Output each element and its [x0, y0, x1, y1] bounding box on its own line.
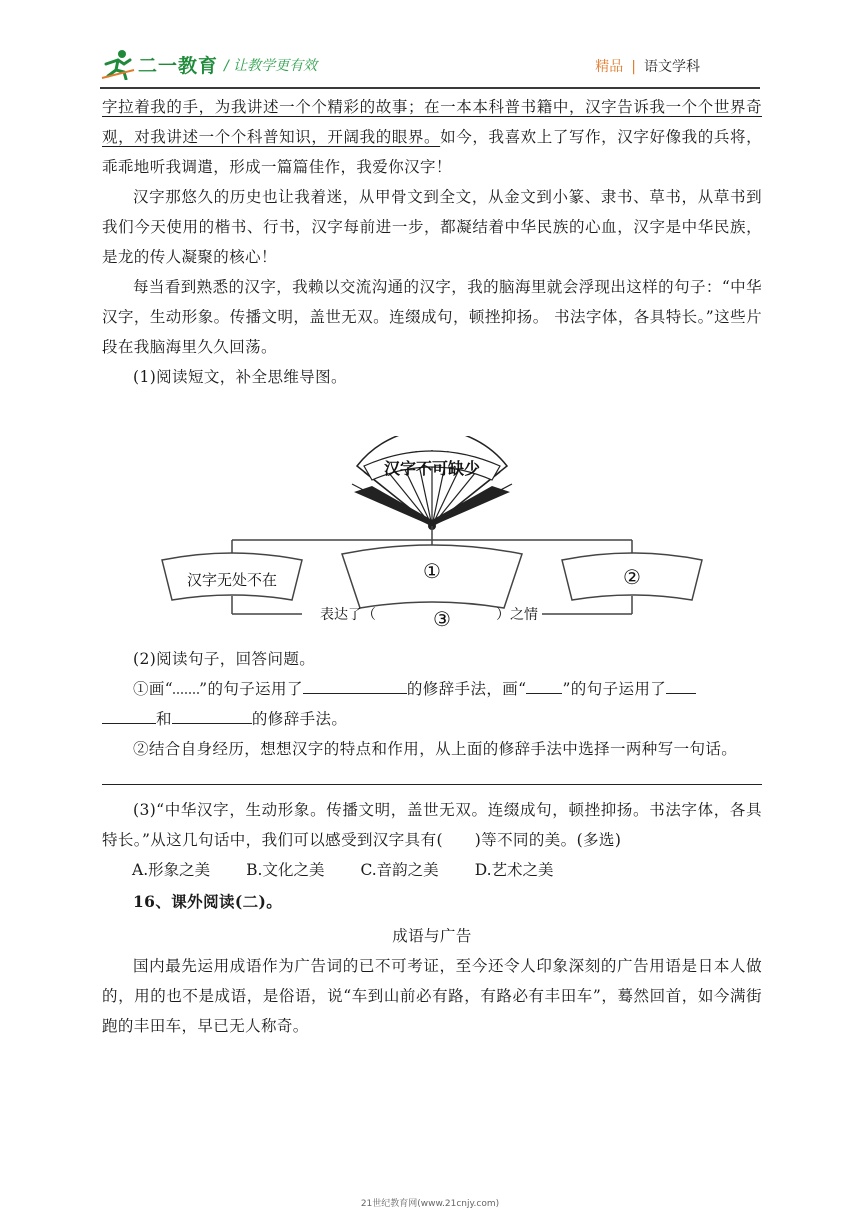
passage-paragraph-2: 汉字那悠久的历史也让我着迷，从甲骨文到全文，从金文到小篆、隶书、草书，从草书到我们今天使用的楷书、行书，汉字每前进一步，都凝结着中华民族的心血，汉字是中华民族，是龙的传人凝聚的核心！	[102, 188, 762, 266]
page-header	[100, 44, 760, 84]
expression-prefix: 表达了（	[320, 607, 376, 623]
q2-text-d: ”的句子运用了	[562, 680, 667, 698]
page-footer: 21世纪教育网(www.21cnjy.com)	[360, 1199, 500, 1209]
header-rule	[100, 87, 760, 89]
box-right-mark: ②	[623, 565, 641, 589]
wavy-line-sample	[173, 678, 199, 694]
section-16-heading: 16、课外阅读(二)。	[133, 892, 283, 911]
box-middle-mark: ①	[423, 559, 441, 583]
q2-text-c: 的修辞手法，画“	[406, 680, 527, 698]
q2-text-and: 和	[156, 710, 172, 728]
blank-rhetoric-1[interactable]	[303, 675, 407, 694]
blank-rhetoric-2a[interactable]	[666, 675, 696, 694]
passage-paragraph-3: 每当看到熟悉的汉字，我赖以交流沟通的汉字，我的脑海里就会浮现出这样的句子：“中华汉字，生动形象。传播文明，盖世无双。连缀成句，顿挫抑扬。 书法字体，各具特长。”这些片段在我脑海里久久回荡。	[102, 278, 762, 356]
box-left-text: 汉字无处不在	[186, 571, 278, 589]
blank-rhetoric-2b[interactable]	[102, 705, 156, 724]
question-1-prompt: (1)阅读短文，补全思维导图。	[133, 368, 347, 386]
underlined-sentence: 字拉着我的手，为我讲述一个个精彩的故事；在一本本科普书籍中，汉字告诉我一个个世界奇观，对我讲述一个个科普知识，开阔我的眼界。	[102, 98, 762, 146]
question-3-options	[102, 855, 762, 885]
question-2-line-1	[102, 674, 762, 704]
passage-paragraph-1	[102, 92, 762, 182]
fan-title: 汉字不可缺少	[383, 459, 481, 478]
option-d[interactable]: D.艺术之美	[474, 861, 554, 879]
q2-text-end: 的修辞手法。	[251, 710, 348, 728]
header-divider: |	[631, 59, 636, 75]
article-title: 成语与广告	[392, 927, 472, 945]
folding-fan-icon	[352, 436, 512, 530]
q2-text-a: ①画“	[133, 680, 174, 698]
logo	[100, 48, 218, 80]
article-paragraph-1: 国内最先运用成语作为广告词的已不可考证，至今还令人印象深刻的广告用语是日本人做的，用的也不是成语，是俗语，说“车到山前必有路，有路必有丰田车”，蓦然回首，如今满街跑的丰田车，早已无人称奇。	[102, 957, 762, 1035]
runner-logo-icon	[100, 48, 136, 80]
option-a[interactable]: A.形象之美	[132, 861, 211, 879]
question-2-task: ②结合自身经历，想想汉字的特点和作用，从上面的修辞手法中选择一两种写一句话。	[133, 740, 738, 758]
mind-map	[102, 396, 762, 644]
document-body	[102, 92, 762, 1041]
quality-label: 精品	[595, 59, 624, 75]
expression-suffix: ）之情	[496, 607, 538, 623]
question-3-text: (3)“中华汉字，生动形象。传播文明，盖世无双。连缀成句，顿挫抑扬。书法字体，各具特长。”从这几句话中，我们可以感受到汉字具有( )等不同的美。(多选)	[102, 801, 762, 849]
q2-text-b: ”的句子运用了	[199, 680, 303, 698]
option-b[interactable]: B.文化之美	[246, 861, 325, 879]
slogan: / 让教学更有效	[224, 58, 318, 74]
header-right	[595, 56, 700, 76]
option-c[interactable]: C.音韵之美	[360, 861, 439, 879]
passage-paragraph-1-rest: 如今，我喜欢上了写作，汉字好像我的兵将，乖乖地听我调遣，形成一篇篇佳作，我爱你汉字！	[102, 128, 762, 176]
subject-label: 语文学科	[644, 59, 700, 75]
question-2-line-2	[102, 704, 762, 734]
mind-map-diagram	[152, 436, 712, 636]
expression-mark: ③	[433, 607, 451, 631]
question-2-prompt: (2)阅读句子，回答问题。	[133, 650, 316, 668]
logo-text: 二一教育	[138, 54, 219, 77]
blank-rhetoric-3[interactable]	[172, 705, 252, 724]
straight-line-sample	[526, 675, 562, 694]
answer-line[interactable]	[102, 784, 762, 785]
